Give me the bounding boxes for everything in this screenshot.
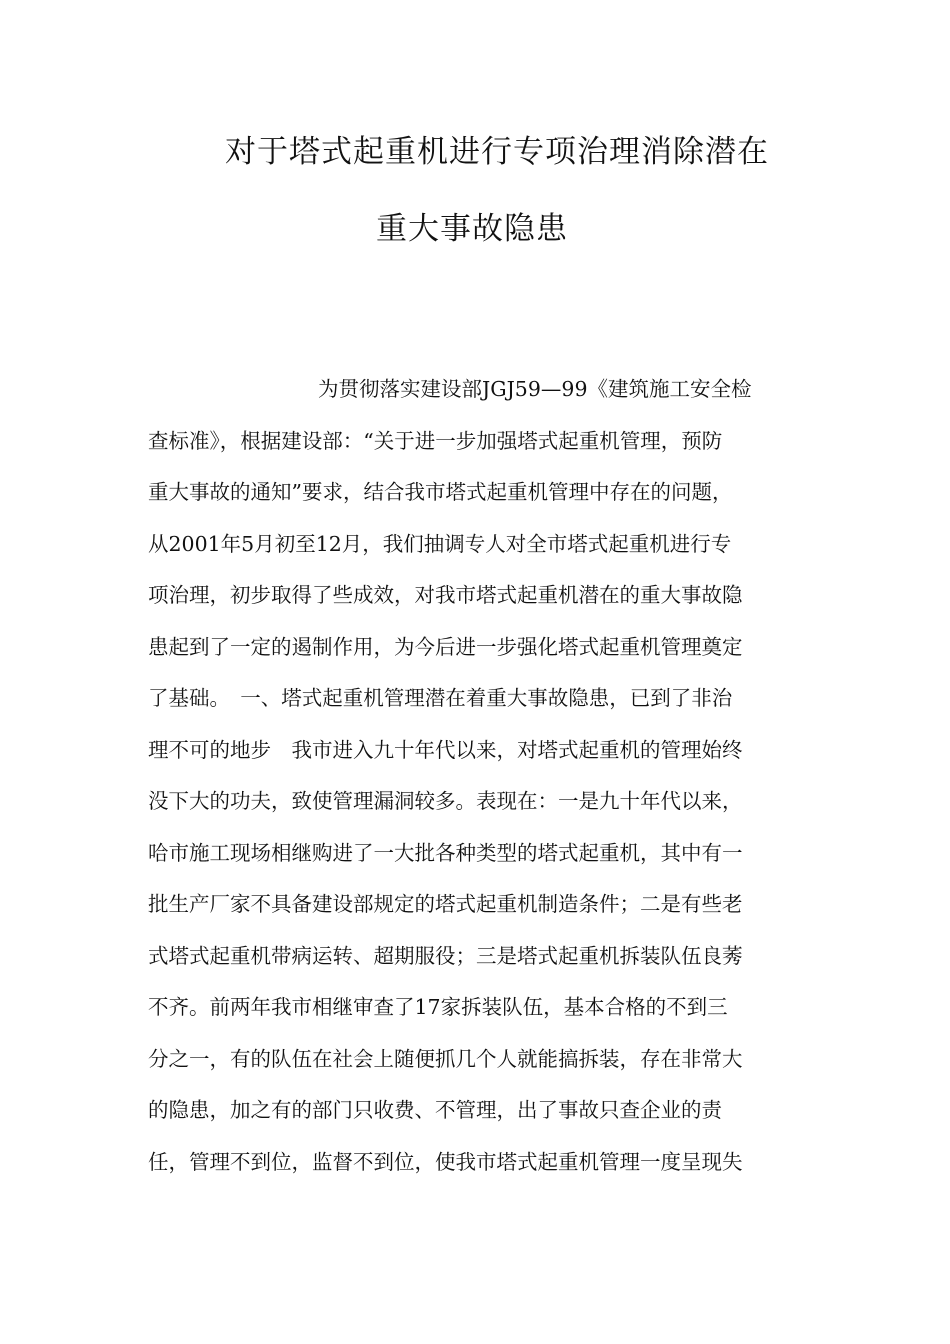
body-line: 分之一，有的队伍在社会上随便抓几个人就能搞拆装，存在非常大 (148, 1046, 743, 1071)
body-line: 式塔式起重机带病运转、超期服役；三是塔式起重机拆装队伍良莠 (148, 943, 743, 968)
body-line: 项治理，初步取得了些成效，对我市塔式起重机潜在的重大事故隐 (148, 583, 743, 607)
body-line: 哈市施工现场相继购进了一大批各种类型的塔式起重机，其中有一 (148, 840, 743, 865)
body-line: 查标准》，根据建设部：“关于进一步加强塔式起重机管理，预防 (148, 428, 723, 453)
body-line: 任，管理不到位，监督不到位，使我市塔式起重机管理一度呈现失 (148, 1149, 743, 1174)
body-line: 从2001年5月初至12月，我们抽调专人对全市塔式起重机进行专 (148, 531, 732, 556)
body-line: 没下大的功夫，致使管理漏洞较多。表现在：一是九十年代以来， (148, 789, 743, 813)
body-line: 了基础。 一、塔式起重机管理潜在着重大事故隐患，已到了非治 (148, 686, 733, 710)
body-line: 的隐患，加之有的部门只收费、不管理，出了事故只查企业的责 (148, 1098, 722, 1122)
body-line: 批生产厂家不具备建设部规定的塔式起重机制造条件；二是有些老 (148, 892, 743, 916)
document-title-line-1: 对于塔式起重机进行专项治理消除潜在 (225, 134, 769, 170)
document-body (148, 364, 808, 1188)
body-line: 不齐。前两年我市相继审查了17家拆装队伍，基本合格的不到三 (148, 995, 728, 1019)
document-title-line-2: 重大事故隐患 (376, 211, 568, 247)
body-line: 理不可的地步 我市进入九十年代以来，对塔式起重机的管理始终 (148, 737, 743, 762)
body-line: 重大事故的通知”要求，结合我市塔式起重机管理中存在的问题， (148, 480, 733, 504)
body-line: 患起到了一定的遏制作用，为今后进一步强化塔式起重机管理奠定 (148, 634, 743, 659)
body-line: 为贯彻落实建设部JGJ59—99《建筑施工安全检 (318, 377, 752, 401)
